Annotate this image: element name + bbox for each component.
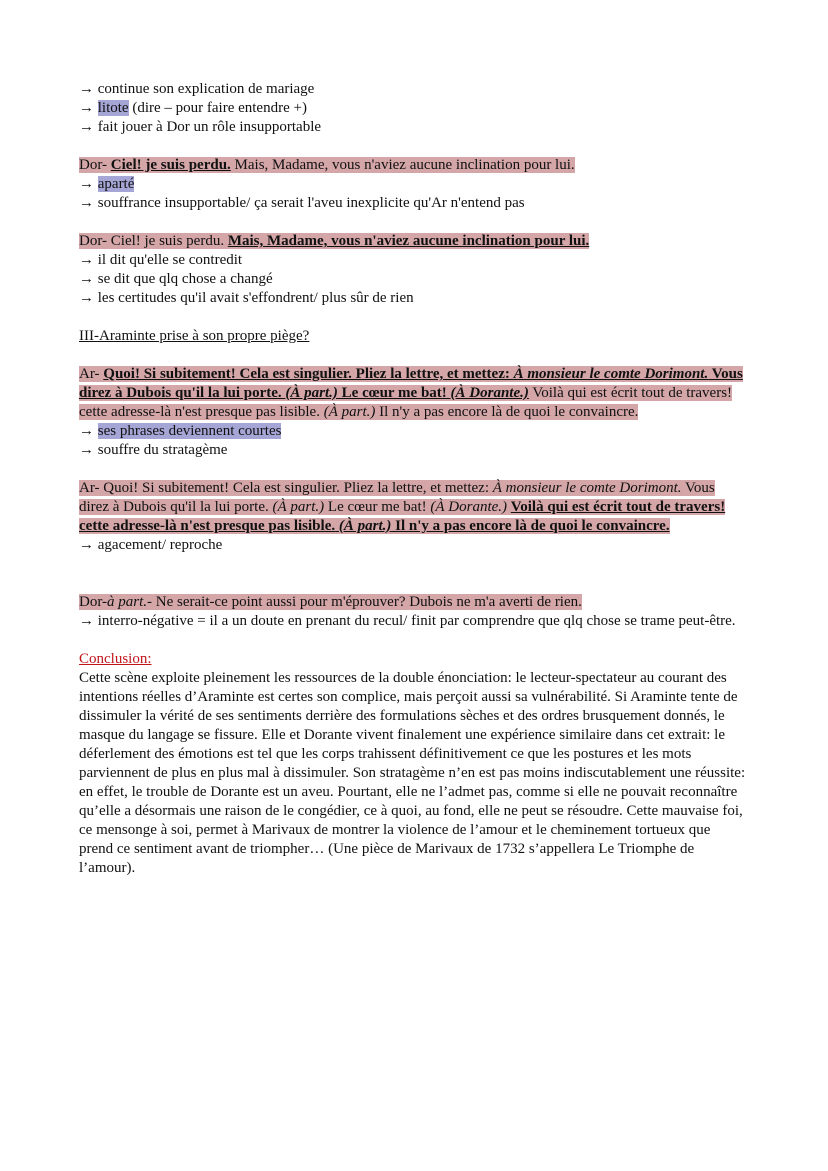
quote-araminte-2: Ar- Quoi! Si subitement! Cela est singulier. Pliez la lettre, et mettez: À monsieur le comte Dorimont. Vous direz à Dubois qu'il la lui porte. (À part.) Le cœur me bat! (À Dorante.) Voilà qui est écrit tout de travers! cette adresse-là n'est presque pas lisible. (À part.) Il n'y a pas encore là de quoi le convaincre. — [79, 480, 726, 534]
note-line: → interro-négative = il a un doute en prenant du recul/ finit par comprendre que qlq chose se trame peut-être. — [79, 613, 736, 629]
note-line: → agacement/ reproche — [79, 537, 223, 553]
document-body — [79, 80, 747, 878]
highlight-aparte: aparté — [97, 176, 135, 192]
note-line: → ses phrases deviennent courtes — [79, 423, 282, 439]
section-title: III-Araminte prise à son propre piège? — [79, 328, 310, 344]
note-line: → souffrance insupportable/ ça serait l'aveu inexplicite qu'Ar n'entend pas — [79, 195, 525, 211]
conclusion-text: Cette scène exploite pleinement les ressources de la double énonciation: le lecteur-spectateur au courant des intentions réelles d’Araminte est certes son complice, mais perçoit aussi sa vulnérabilité. Si Araminte tente de dissimuler la vérité de ses sentiments derrière des formulations sèches et des ordres brusquement donnés, le masque du langage se fissure. Elle et Dorante vivent finalement une expérience similaire dans cet extrait: le déferlement des émotions est tel que les corps trahissent définitivement ce que les postures et les mots parviennent de plus en plus mal à dissimuler. Son stratagème n’en est pas moins indiscutablement une réussite: en effet, le trouble de Dorante est un aveu. Pourtant, elle ne l’admet pas, comme si elle ne pouvait reconnaître qu’elle a désormais une raison de le congédier, ce à quoi, au fond, elle ne peut se résoudre. Cette mauvaise foi, ce mensonge à soi, permet à Marivaux de montrer la violence de l’amour et le cheminement tortueux que prend ce sentiment avant de triompher… (Une pièce de Marivaux de 1732 s’appellera Le Triomphe de l’amour). — [79, 670, 746, 876]
note-line: → souffre du stratagème — [79, 442, 228, 458]
highlight-litote: litote — [97, 100, 129, 116]
quote-araminte-1: Ar- Quoi! Si subitement! Cela est singulier. Pliez la lettre, et mettez: À monsieur le comte Dorimont. Vous direz à Dubois qu'il la lui porte. (À part.) Le cœur me bat! (À Dorante.) Voilà qui est écrit tout de travers! cette adresse-là n'est presque pas lisible. (À part.) Il n'y a pas encore là de quoi le convaincre. — [79, 366, 743, 420]
note-line: → litote (dire – pour faire entendre +) — [79, 100, 307, 116]
note-line: → se dit que qlq chose a changé — [79, 271, 273, 287]
quote-dorante-1: Dor- Ciel! je suis perdu. Mais, Madame, vous n'aviez aucune inclination pour lui. — [79, 157, 575, 173]
note-line: → il dit qu'elle se contredit — [79, 252, 243, 268]
quote-dorante-3: Dor-à part.- Ne serait-ce point aussi pour m'éprouver? Dubois ne m'a averti de rien. — [79, 594, 582, 610]
note-line: → aparté — [79, 176, 135, 192]
quote-dorante-2: Dor- Ciel! je suis perdu. Mais, Madame, vous n'aviez aucune inclination pour lui. — [79, 233, 590, 249]
note-line: → les certitudes qu'il avait s'effondrent/ plus sûr de rien — [79, 290, 414, 306]
note-line: → continue son explication de mariage — [79, 81, 315, 97]
note-line: → fait jouer à Dor un rôle insupportable — [79, 119, 322, 135]
highlight-phrases: ses phrases deviennent courtes — [97, 423, 282, 439]
conclusion-title: Conclusion: — [79, 651, 152, 667]
